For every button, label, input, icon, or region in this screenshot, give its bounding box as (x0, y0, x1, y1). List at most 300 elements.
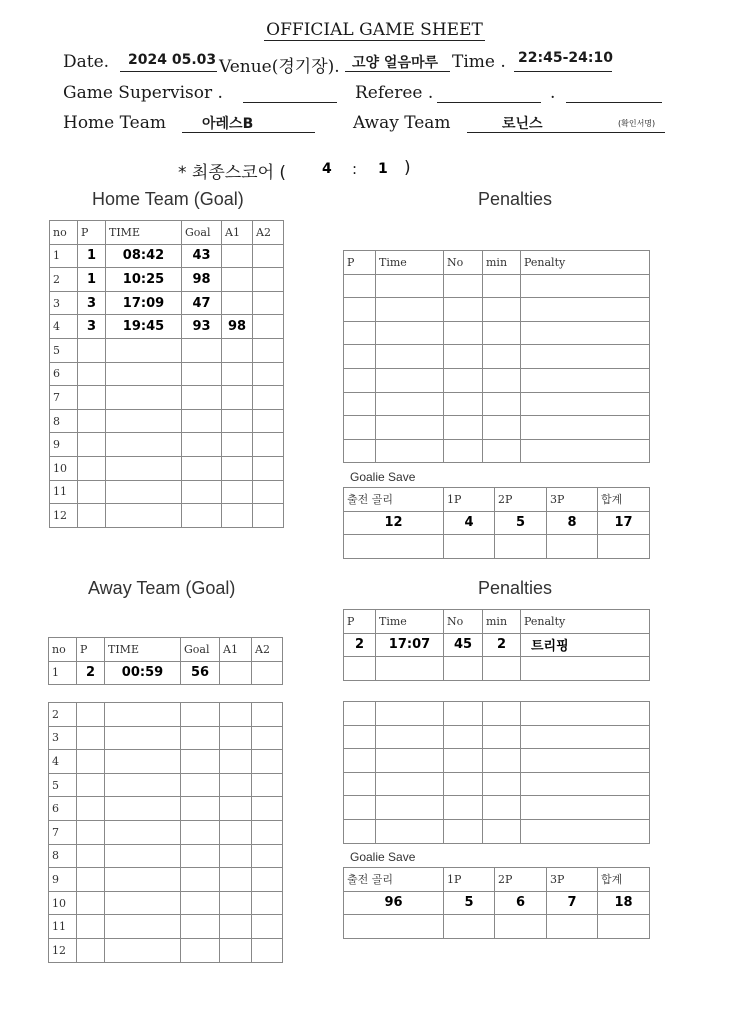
home-pen-player-no[interactable] (444, 345, 483, 369)
away-pen-player-no[interactable] (444, 796, 483, 820)
away-goalie-total[interactable]: 18 (598, 891, 650, 915)
home-goal-period[interactable] (78, 409, 106, 433)
home-pen-penalty[interactable] (521, 345, 650, 369)
away-goal-assist2[interactable] (252, 661, 283, 685)
away-pen-player-no[interactable]: 45 (444, 633, 483, 657)
home-pen-minutes[interactable] (483, 321, 521, 345)
home-goal-time[interactable] (106, 480, 182, 504)
home-goal-period[interactable] (78, 386, 106, 410)
away-goal-header-p: P (77, 638, 105, 662)
referee-field-2[interactable] (566, 81, 662, 103)
home-goalie-period2[interactable] (495, 535, 547, 559)
home-goalie-period3[interactable]: 8 (547, 511, 598, 535)
home-pen-minutes[interactable] (483, 368, 521, 392)
home-pen-period[interactable] (344, 298, 376, 322)
away-goal-period[interactable] (77, 844, 105, 868)
away-goal-period[interactable]: 2 (77, 661, 105, 685)
away-goal-assist2[interactable] (252, 844, 283, 868)
home-goal-assist1[interactable] (222, 244, 253, 268)
away-goalie-period2[interactable]: 6 (495, 891, 547, 915)
home-goal-row (50, 456, 284, 480)
away-goal-assist1[interactable] (220, 703, 252, 727)
final-score-separator: : (352, 160, 358, 178)
home-pen-penalty[interactable] (521, 439, 650, 463)
home-goal-title: Home Team (Goal) (92, 189, 244, 209)
home-goal-assist2[interactable] (253, 244, 284, 268)
away-goal-time[interactable] (105, 891, 181, 915)
away-goal-goal[interactable] (181, 726, 220, 750)
away-goal-assist2[interactable] (252, 868, 283, 892)
home-goal-table (49, 220, 284, 528)
away-pen-header-row (344, 610, 650, 634)
away-goal-assist1[interactable] (220, 868, 252, 892)
away-goal-time[interactable]: 00:59 (105, 661, 181, 685)
home-goal-assist1[interactable] (222, 338, 253, 362)
away-goalie-period2[interactable] (495, 915, 547, 939)
away-team-value: 로닌스 (502, 116, 543, 132)
away-goal-time[interactable] (105, 844, 181, 868)
away-goal-title: Away Team (Goal) (88, 578, 236, 598)
home-goal-goal[interactable]: 47 (182, 291, 222, 315)
home-pen-minutes[interactable] (483, 345, 521, 369)
home-goal-assist2[interactable] (253, 315, 284, 339)
away-goal-goal[interactable] (181, 938, 220, 962)
away-goal-row (49, 661, 283, 685)
away-pen-penalty[interactable] (521, 657, 650, 681)
away-pen-time[interactable] (376, 796, 444, 820)
away-pen-period[interactable] (344, 702, 376, 726)
home-pen-minutes[interactable] (483, 416, 521, 440)
home-goalie-goalie[interactable]: 12 (344, 511, 444, 535)
away-goal-goal[interactable] (181, 844, 220, 868)
away-pen-penalty[interactable] (521, 702, 650, 726)
away-pen-time[interactable]: 17:07 (376, 633, 444, 657)
home-goal-goal[interactable]: 43 (182, 244, 222, 268)
away-pen-period[interactable] (344, 819, 376, 843)
date-value: 2024 05.03 (128, 52, 217, 68)
away-pen-minutes[interactable] (483, 725, 521, 749)
home-goal-assist2[interactable] (253, 504, 284, 528)
away-pen-player-no[interactable] (444, 657, 483, 681)
home-goal-assist2[interactable] (253, 268, 284, 292)
away-pen-player-no[interactable] (444, 702, 483, 726)
home-goalie-period1[interactable] (444, 535, 495, 559)
away-pen-player-no[interactable] (444, 725, 483, 749)
home-goal-assist2[interactable] (253, 338, 284, 362)
home-goalie-row (344, 511, 650, 535)
away-goal-no: 2 (49, 703, 77, 727)
venue-value: 고양 얼음마루 (352, 55, 439, 71)
home-pen-period[interactable] (344, 416, 376, 440)
away-pen-penalty[interactable] (521, 772, 650, 796)
home-goalie-total[interactable] (598, 535, 650, 559)
home-goal-time[interactable]: 10:25 (106, 268, 182, 292)
away-goal-assist2[interactable] (252, 820, 283, 844)
away-goal-header-time: TIME (105, 638, 181, 662)
away-pen-player-no[interactable] (444, 819, 483, 843)
away-goalie-row (344, 915, 650, 939)
home-goal-assist1[interactable] (222, 409, 253, 433)
home-pen-penalty[interactable] (521, 274, 650, 298)
away-goal-period[interactable] (77, 820, 105, 844)
away-pen-period[interactable] (344, 657, 376, 681)
home-pen-player-no[interactable] (444, 298, 483, 322)
home-pen-row (344, 274, 650, 298)
away-goal-period[interactable] (77, 773, 105, 797)
away-goalie-period3[interactable] (547, 915, 598, 939)
away-pen-time[interactable] (376, 819, 444, 843)
away-goal-goal[interactable] (181, 750, 220, 774)
home-goalie-save-table (343, 487, 650, 559)
away-goal-no: 4 (49, 750, 77, 774)
home-team-value: 아레스B (202, 116, 254, 132)
away-pen-time[interactable] (376, 725, 444, 749)
away-goal-header-row (49, 638, 283, 662)
home-goal-no: 8 (50, 409, 78, 433)
home-goal-no: 10 (50, 456, 78, 480)
away-goal-assist2[interactable] (252, 797, 283, 821)
away-goal-assist2[interactable] (252, 726, 283, 750)
away-goal-no: 5 (49, 773, 77, 797)
home-pen-player-no[interactable] (444, 321, 483, 345)
away-goal-row (49, 844, 283, 868)
home-goal-period[interactable] (78, 362, 106, 386)
away-goal-assist1[interactable] (220, 938, 252, 962)
home-goal-assist1[interactable] (222, 291, 253, 315)
away-goalie-period1[interactable]: 5 (444, 891, 495, 915)
home-goal-assist1[interactable] (222, 480, 253, 504)
away-pen-period[interactable] (344, 749, 376, 773)
away-goal-period[interactable] (77, 891, 105, 915)
away-goal-header-a2: A2 (252, 638, 283, 662)
away-goal-no: 9 (49, 868, 77, 892)
away-pen-penalty[interactable] (521, 725, 650, 749)
home-pen-minutes[interactable] (483, 439, 521, 463)
away-goal-no: 3 (49, 726, 77, 750)
away-goal-row (49, 891, 283, 915)
home-goal-assist1[interactable] (222, 456, 253, 480)
home-goal-time[interactable]: 17:09 (106, 291, 182, 315)
away-pen-player-no[interactable] (444, 749, 483, 773)
away-pen-time[interactable] (376, 749, 444, 773)
home-pen-header-time: Time (376, 251, 444, 275)
home-goal-period[interactable] (78, 433, 106, 457)
home-goalie-save-label: Goalie Save (350, 470, 416, 484)
home-goal-assist2[interactable] (253, 480, 284, 504)
home-pen-period[interactable] (344, 345, 376, 369)
home-goalie-period2[interactable]: 5 (495, 511, 547, 535)
away-goal-goal[interactable]: 56 (181, 661, 220, 685)
away-goal-row (49, 820, 283, 844)
away-goal-goal[interactable] (181, 773, 220, 797)
home-goal-time[interactable] (106, 433, 182, 457)
away-goal-goal[interactable] (181, 820, 220, 844)
referee-label: Referee . (355, 83, 434, 103)
home-goalie-header-3p: 3P (547, 488, 598, 512)
away-goal-goal[interactable] (181, 703, 220, 727)
away-pen-minutes[interactable]: 2 (483, 633, 521, 657)
home-goal-period[interactable] (78, 338, 106, 362)
away-pen-minutes[interactable] (483, 749, 521, 773)
away-goal-assist2[interactable] (252, 891, 283, 915)
away-goal-period[interactable] (77, 797, 105, 821)
away-pen-time[interactable] (376, 772, 444, 796)
home-goal-goal[interactable] (182, 386, 222, 410)
home-goal-header-p: P (78, 221, 106, 245)
away-goalie-period3[interactable]: 7 (547, 891, 598, 915)
away-goal-time[interactable] (105, 868, 181, 892)
away-goal-time[interactable] (105, 915, 181, 939)
away-goal-period[interactable] (77, 726, 105, 750)
home-pen-time[interactable] (376, 274, 444, 298)
home-goal-period[interactable] (78, 456, 106, 480)
supervisor-field[interactable] (243, 81, 337, 103)
home-goal-assist1[interactable] (222, 504, 253, 528)
home-goal-time[interactable] (106, 409, 182, 433)
away-pen-row (344, 749, 650, 773)
home-goal-period[interactable]: 1 (78, 244, 106, 268)
sheet-title-text: OFFICIAL GAME SHEET (266, 20, 483, 40)
away-goal-no: 7 (49, 820, 77, 844)
home-goal-assist2[interactable] (253, 409, 284, 433)
home-pen-player-no[interactable] (444, 392, 483, 416)
home-goal-goal[interactable] (182, 338, 222, 362)
away-pen-player-no[interactable] (444, 772, 483, 796)
away-goal-period[interactable] (77, 915, 105, 939)
home-goal-goal[interactable] (182, 456, 222, 480)
away-goal-assist1[interactable] (220, 773, 252, 797)
home-goal-goal[interactable]: 98 (182, 268, 222, 292)
home-goal-period[interactable]: 3 (78, 291, 106, 315)
referee-field-1[interactable] (437, 81, 541, 103)
away-pen-penalty[interactable] (521, 819, 650, 843)
away-goal-assist2[interactable] (252, 915, 283, 939)
home-pen-penalty[interactable] (521, 298, 650, 322)
away-goal-assist1[interactable] (220, 661, 252, 685)
away-goal-no: 6 (49, 797, 77, 821)
away-pen-period[interactable]: 2 (344, 633, 376, 657)
home-goal-header-time: TIME (106, 221, 182, 245)
home-goal-assist1[interactable] (222, 433, 253, 457)
away-pen-minutes[interactable] (483, 819, 521, 843)
away-goal-time[interactable] (105, 726, 181, 750)
home-goalie-total[interactable]: 17 (598, 511, 650, 535)
away-goal-row (49, 750, 283, 774)
home-goal-assist2[interactable] (253, 362, 284, 386)
away-goal-goal[interactable] (181, 891, 220, 915)
home-goal-assist2[interactable] (253, 456, 284, 480)
home-goal-no: 12 (50, 504, 78, 528)
away-goalie-total[interactable] (598, 915, 650, 939)
home-pen-row (344, 392, 650, 416)
home-goal-goal[interactable]: 93 (182, 315, 222, 339)
home-pen-player-no[interactable] (444, 416, 483, 440)
home-pen-row (344, 416, 650, 440)
home-pen-time[interactable] (376, 416, 444, 440)
home-pen-row (344, 298, 650, 322)
away-pen-penalty[interactable] (521, 796, 650, 820)
home-goal-assist1[interactable] (222, 386, 253, 410)
away-pen-period[interactable] (344, 772, 376, 796)
home-goalie-goalie[interactable] (344, 535, 444, 559)
away-goal-assist2[interactable] (252, 773, 283, 797)
home-pen-period[interactable] (344, 368, 376, 392)
away-pen-row (344, 772, 650, 796)
home-goal-goal[interactable] (182, 433, 222, 457)
home-goal-row (50, 504, 284, 528)
away-pen-header-p: P (344, 610, 376, 634)
away-goal-assist1[interactable] (220, 726, 252, 750)
time-value: 22:45-24:10 (518, 50, 613, 66)
final-score-home: 4 (322, 161, 332, 177)
home-goal-assist1[interactable] (222, 362, 253, 386)
away-pen-header-no: No (444, 610, 483, 634)
home-goal-no: 3 (50, 291, 78, 315)
away-goalie-row (344, 891, 650, 915)
home-pen-time[interactable] (376, 298, 444, 322)
home-goal-assist2[interactable] (253, 433, 284, 457)
home-pen-header-min: min (483, 251, 521, 275)
away-goal-assist2[interactable] (252, 938, 283, 962)
away-goal-time[interactable] (105, 750, 181, 774)
venue-label (219, 52, 340, 77)
away-goal-assist1[interactable] (220, 797, 252, 821)
away-goalie-period1[interactable] (444, 915, 495, 939)
home-pen-time[interactable] (376, 321, 444, 345)
home-goal-period[interactable] (78, 480, 106, 504)
away-goal-time[interactable] (105, 938, 181, 962)
away-goal-goal[interactable] (181, 915, 220, 939)
home-goal-no: 4 (50, 315, 78, 339)
home-goal-period[interactable]: 1 (78, 268, 106, 292)
away-goal-no: 1 (49, 661, 77, 685)
away-goal-goal[interactable] (181, 797, 220, 821)
home-goal-no: 1 (50, 244, 78, 268)
home-pen-row (344, 439, 650, 463)
home-goal-time[interactable] (106, 386, 182, 410)
away-goal-period[interactable] (77, 703, 105, 727)
home-pen-period[interactable] (344, 321, 376, 345)
home-goal-goal[interactable] (182, 409, 222, 433)
away-goal-assist1[interactable] (220, 844, 252, 868)
away-goal-assist1[interactable] (220, 891, 252, 915)
away-goal-time[interactable] (105, 797, 181, 821)
home-pen-penalty[interactable] (521, 368, 650, 392)
away-goal-period[interactable] (77, 868, 105, 892)
away-goal-time[interactable] (105, 773, 181, 797)
home-pen-penalty[interactable] (521, 321, 650, 345)
away-goal-goal[interactable] (181, 868, 220, 892)
away-goal-time[interactable] (105, 703, 181, 727)
home-goal-no: 2 (50, 268, 78, 292)
away-goal-no: 12 (49, 938, 77, 962)
home-goal-header-a2: A2 (253, 221, 284, 245)
home-goal-row (50, 409, 284, 433)
away-goal-table-top (48, 637, 283, 685)
home-pen-minutes[interactable] (483, 274, 521, 298)
final-score-away: 1 (378, 161, 388, 177)
home-goal-time[interactable]: 08:42 (106, 244, 182, 268)
home-goalie-period3[interactable] (547, 535, 598, 559)
away-goalie-header-출전-골리: 출전 골리 (344, 868, 444, 892)
home-goal-assist2[interactable] (253, 291, 284, 315)
home-goal-header-row (50, 221, 284, 245)
home-pen-time[interactable] (376, 368, 444, 392)
away-goal-period[interactable] (77, 750, 105, 774)
home-goal-goal[interactable] (182, 362, 222, 386)
away-goalie-goalie[interactable] (344, 915, 444, 939)
away-goalie-goalie[interactable]: 96 (344, 891, 444, 915)
home-pen-period[interactable] (344, 274, 376, 298)
home-pen-time[interactable] (376, 392, 444, 416)
home-goal-row (50, 480, 284, 504)
away-goal-assist2[interactable] (252, 750, 283, 774)
away-goal-table-bottom (48, 702, 283, 963)
away-goal-row (49, 915, 283, 939)
home-goal-period[interactable] (78, 504, 106, 528)
away-pen-minutes[interactable] (483, 657, 521, 681)
away-pen-minutes[interactable] (483, 796, 521, 820)
home-goal-no: 6 (50, 362, 78, 386)
away-pen-header-time: Time (376, 610, 444, 634)
home-pen-minutes[interactable] (483, 392, 521, 416)
home-pen-time[interactable] (376, 345, 444, 369)
away-pen-period[interactable] (344, 796, 376, 820)
away-goal-time[interactable] (105, 820, 181, 844)
home-goal-time[interactable] (106, 456, 182, 480)
home-pen-penalty[interactable] (521, 392, 650, 416)
away-goal-period[interactable] (77, 938, 105, 962)
home-goal-time[interactable] (106, 362, 182, 386)
away-goalie-header-3p: 3P (547, 868, 598, 892)
away-goal-row (49, 938, 283, 962)
away-goal-assist1[interactable] (220, 750, 252, 774)
away-pen-minutes[interactable] (483, 702, 521, 726)
home-pen-player-no[interactable] (444, 368, 483, 392)
away-pen-penalty[interactable]: 트리핑 (521, 633, 650, 657)
home-goal-time[interactable] (106, 338, 182, 362)
away-pen-period[interactable] (344, 725, 376, 749)
home-goalie-period1[interactable]: 4 (444, 511, 495, 535)
away-pen-time[interactable] (376, 657, 444, 681)
away-pen-penalty[interactable] (521, 749, 650, 773)
home-goal-assist1[interactable] (222, 268, 253, 292)
home-goal-time[interactable]: 19:45 (106, 315, 182, 339)
away-goal-assist1[interactable] (220, 820, 252, 844)
home-goal-time[interactable] (106, 504, 182, 528)
home-pen-player-no[interactable] (444, 439, 483, 463)
away-goal-assist1[interactable] (220, 915, 252, 939)
home-goal-goal[interactable] (182, 480, 222, 504)
home-goal-assist2[interactable] (253, 386, 284, 410)
home-goal-period[interactable]: 3 (78, 315, 106, 339)
away-goal-header-a1: A1 (220, 638, 252, 662)
home-pen-penalty[interactable] (521, 416, 650, 440)
home-goal-goal[interactable] (182, 504, 222, 528)
away-goal-assist2[interactable] (252, 703, 283, 727)
home-pen-player-no[interactable] (444, 274, 483, 298)
venue-label-text: Venue(경기장). (219, 57, 340, 77)
confirm-signature-note: (확인서명) (618, 119, 656, 128)
home-goal-assist1[interactable]: 98 (222, 315, 253, 339)
home-pen-period[interactable] (344, 439, 376, 463)
home-pen-time[interactable] (376, 439, 444, 463)
away-goal-no: 11 (49, 915, 77, 939)
home-pen-minutes[interactable] (483, 298, 521, 322)
away-pen-minutes[interactable] (483, 772, 521, 796)
away-pen-time[interactable] (376, 702, 444, 726)
home-pen-period[interactable] (344, 392, 376, 416)
